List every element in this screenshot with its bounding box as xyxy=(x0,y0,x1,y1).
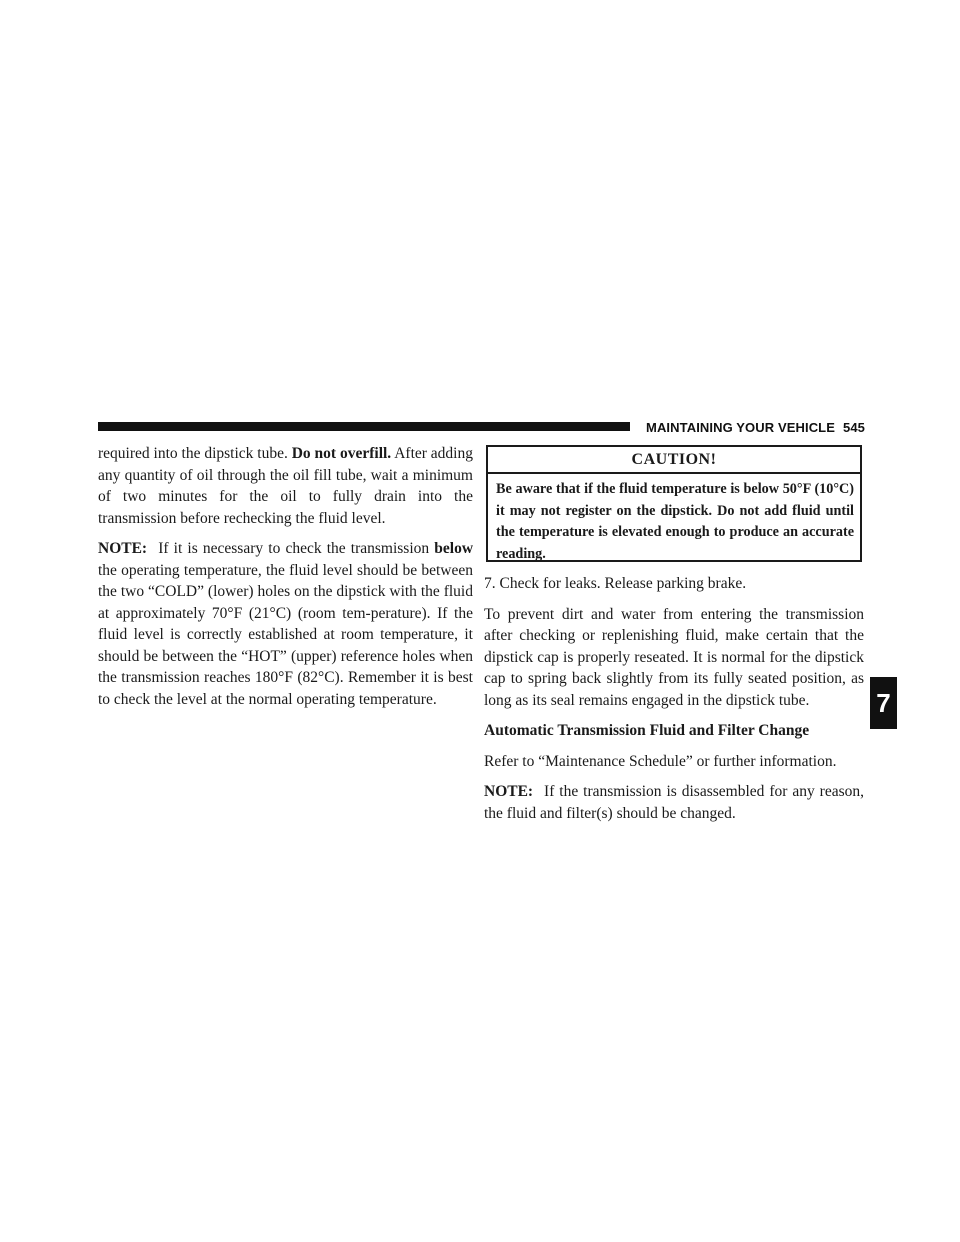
overfill-warning: Do not overfill. xyxy=(291,445,392,462)
paragraph-refer: Refer to “Maintenance Schedule” or further information. xyxy=(484,752,837,770)
chapter-tab: 7 xyxy=(870,677,897,729)
page-number: 545 xyxy=(843,419,865,435)
running-header xyxy=(640,416,865,438)
section-title: MAINTAINING YOUR VEHICLE xyxy=(646,419,835,435)
note-label: NOTE: xyxy=(484,783,534,800)
paragraph-overfill: required into the dipstick tube. Do not overfill. After adding any quantity of oil through the oil fill tube, wait a minimum of two minutes for the oil to fully drain into the transmission before rechecking the fluid level. xyxy=(98,445,473,527)
step-7: 7. Check for leaks. Release parking brake. xyxy=(484,575,747,592)
caution-box xyxy=(486,445,862,562)
caution-title: CAUTION! xyxy=(488,447,860,474)
left-column xyxy=(98,443,473,719)
note-paragraph: NOTE: If it is necessary to check the transmission below the operating temperature, the fluid level should be between the two “COLD” (lower) holes on the dipstick with the fluid at approximately 70°F (21°C) (room tem-perature). If the fluid level is correctly established at room temperature, it should be between the “HOT” (upper) reference holes when the transmission reaches 180°F (82°C). Remember it is best to check the level at the normal operating temperature. xyxy=(98,540,474,708)
header-rule xyxy=(98,422,630,431)
caution-body: Be aware that if the fluid temperature is below 50°F (10°C) it may not register on the dipstick. Do not add fluid until the temperature is elevated enough to produce an accurate reading. xyxy=(496,481,854,562)
note-label: NOTE: xyxy=(98,540,148,557)
note-paragraph-right: NOTE: If the transmission is disassembled for any reason, the fluid and filter(s) should be changed. xyxy=(484,783,864,822)
right-column xyxy=(484,573,864,833)
paragraph-reseat: To prevent dirt and water from entering the transmission after checking or replenishing fluid, make certain that the dipstick cap is properly reseated. It is normal for the dipstick cap to spring back slightly from its fully seated position, as long as its seal remains engaged in the dipstick tube. xyxy=(484,605,864,709)
section-heading: Automatic Transmission Fluid and Filter Change xyxy=(484,722,810,739)
